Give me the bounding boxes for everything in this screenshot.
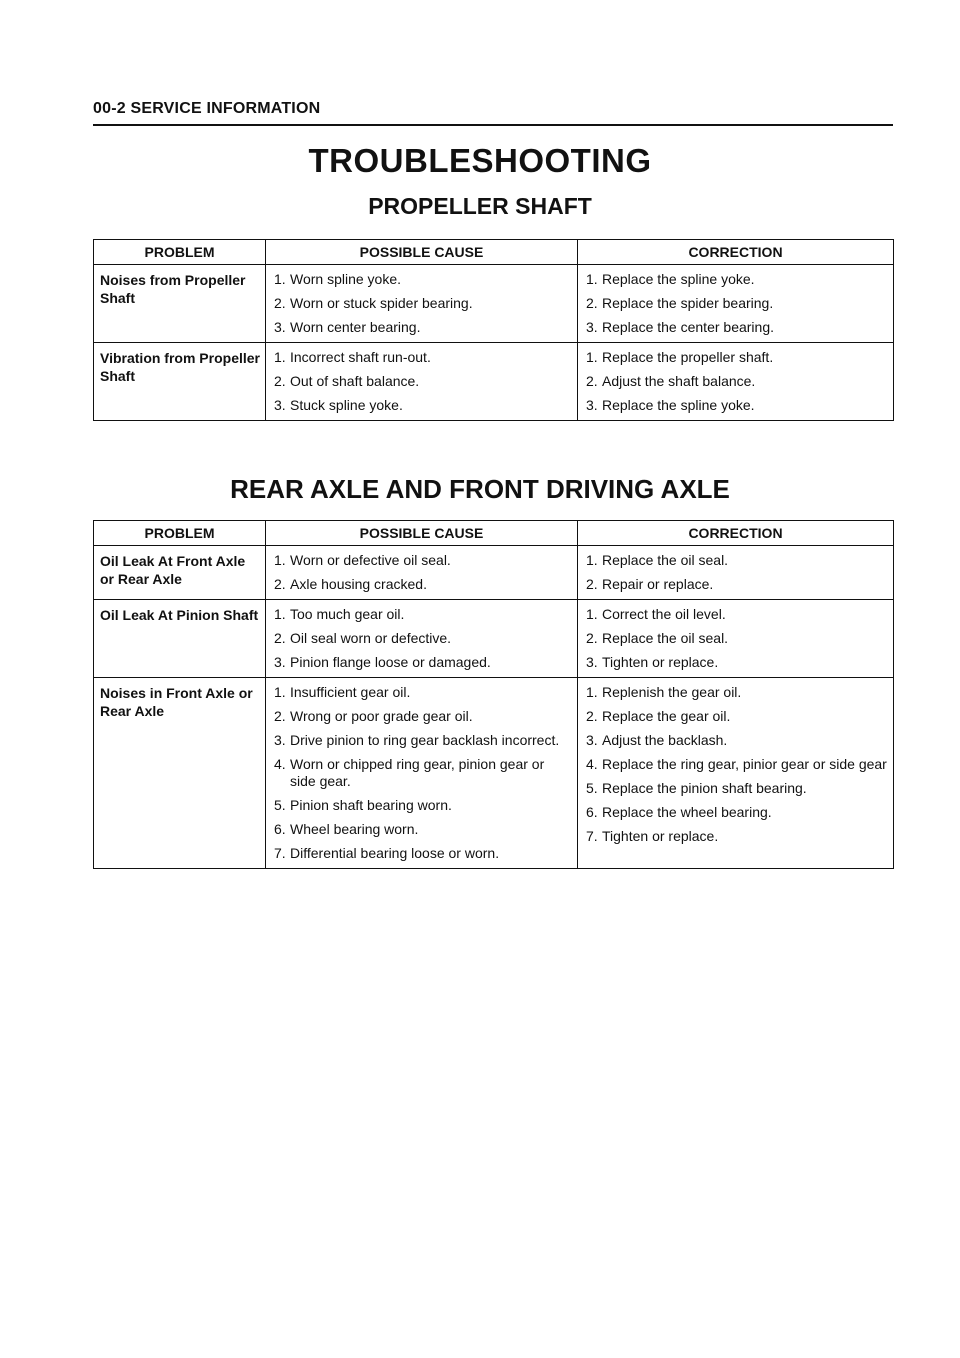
possible-cause-text: Incorrect shaft run-out. <box>290 349 431 365</box>
correction-text: Replace the gear oil. <box>602 708 731 724</box>
possible-cause-text: Worn or stuck spider bearing. <box>290 295 473 311</box>
column-header-problem: PROBLEM <box>94 521 266 546</box>
item-number: 3. <box>586 654 598 670</box>
correction-item <box>586 319 887 336</box>
possible-cause-text: Too much gear oil. <box>290 606 405 622</box>
possible-cause-item <box>274 654 571 671</box>
possible-cause-item <box>274 732 571 749</box>
problem-cell: Oil Leak At Front Axle or Rear Axle <box>94 546 266 600</box>
item-number: 3. <box>586 319 598 335</box>
correction-item <box>586 684 887 701</box>
item-number: 1. <box>274 349 286 365</box>
item-number: 2. <box>586 295 598 311</box>
correction-text: Adjust the shaft balance. <box>602 373 756 389</box>
item-number: 1. <box>586 552 598 568</box>
table-header-row <box>94 240 894 265</box>
item-number: 6. <box>274 821 286 837</box>
correction-text: Replace the oil seal. <box>602 630 729 646</box>
item-number: 1. <box>274 552 286 568</box>
possible-cause-cell <box>266 600 578 678</box>
item-number: 3. <box>274 397 286 413</box>
possible-cause-cell <box>266 678 578 869</box>
correction-item <box>586 373 887 390</box>
correction-text: Replenish the gear oil. <box>602 684 742 700</box>
possible-cause-item <box>274 821 571 838</box>
column-header-possible-cause: POSSIBLE CAUSE <box>266 521 578 546</box>
possible-cause-text: Stuck spline yoke. <box>290 397 403 413</box>
correction-text: Tighten or replace. <box>602 828 719 844</box>
problem-cell: Vibration from Propeller Shaft <box>94 343 266 421</box>
possible-cause-item <box>274 684 571 701</box>
correction-cell <box>578 343 894 421</box>
possible-cause-text: Oil seal worn or defective. <box>290 630 452 646</box>
item-number: 2. <box>274 630 286 646</box>
item-number: 3. <box>274 319 286 335</box>
possible-cause-item <box>274 295 571 312</box>
axle-table <box>93 520 894 869</box>
possible-cause-item <box>274 576 571 593</box>
problem-cell: Noises from Propeller Shaft <box>94 265 266 343</box>
item-number: 3. <box>586 397 598 413</box>
table-row <box>94 600 894 678</box>
table-row <box>94 546 894 600</box>
item-number: 1. <box>586 349 598 365</box>
possible-cause-item <box>274 606 571 623</box>
possible-cause-item <box>274 319 571 336</box>
correction-text: Repair or replace. <box>602 576 714 592</box>
item-number: 2. <box>586 373 598 389</box>
correction-text: Tighten or replace. <box>602 654 719 670</box>
item-number: 1. <box>274 606 286 622</box>
item-number: 2. <box>274 373 286 389</box>
possible-cause-item <box>274 373 571 390</box>
possible-cause-text: Differential bearing loose or worn. <box>290 845 500 861</box>
possible-cause-text: Worn or defective oil seal. <box>290 552 451 568</box>
possible-cause-item <box>274 552 571 569</box>
item-number: 1. <box>586 606 598 622</box>
column-header-possible-cause: POSSIBLE CAUSE <box>266 240 578 265</box>
correction-cell <box>578 600 894 678</box>
problem-cell: Oil Leak At Pinion Shaft <box>94 600 266 678</box>
possible-cause-text: Worn center bearing. <box>290 319 421 335</box>
item-number: 4. <box>586 756 598 772</box>
correction-item <box>586 630 887 647</box>
correction-item <box>586 654 887 671</box>
item-number: 5. <box>586 780 598 796</box>
item-number: 1. <box>586 684 598 700</box>
correction-text: Replace the spline yoke. <box>602 271 755 287</box>
page-title: TROUBLESHOOTING <box>308 142 652 179</box>
possible-cause-item <box>274 797 571 814</box>
correction-text: Replace the pinion shaft bearing. <box>602 780 807 796</box>
possible-cause-item <box>274 630 571 647</box>
correction-cell <box>578 678 894 869</box>
correction-text: Replace the spline yoke. <box>602 397 755 413</box>
table-row <box>94 343 894 421</box>
column-header-correction: CORRECTION <box>578 240 894 265</box>
correction-item <box>586 576 887 593</box>
item-number: 3. <box>586 732 598 748</box>
item-number: 3. <box>274 732 286 748</box>
possible-cause-text: Pinion flange loose or damaged. <box>290 654 491 670</box>
correction-text: Replace the ring gear, pinior gear or side gear <box>602 756 887 772</box>
correction-text: Replace the center bearing. <box>602 319 774 335</box>
correction-item <box>586 828 887 845</box>
correction-item <box>586 606 887 623</box>
possible-cause-cell <box>266 265 578 343</box>
section-title-rear-axle-front-driving-axle: REAR AXLE AND FRONT DRIVING AXLE <box>230 474 730 504</box>
correction-text: Replace the spider bearing. <box>602 295 774 311</box>
item-number: 1. <box>274 271 286 287</box>
item-number: 2. <box>586 708 598 724</box>
possible-cause-item <box>274 397 571 414</box>
item-number: 5. <box>274 797 286 813</box>
item-number: 6. <box>586 804 598 820</box>
possible-cause-text: Wrong or poor grade gear oil. <box>290 708 473 724</box>
table-header-row <box>94 521 894 546</box>
correction-item <box>586 780 887 797</box>
table-row <box>94 678 894 869</box>
possible-cause-text: Drive pinion to ring gear backlash incorrect. <box>290 732 560 748</box>
item-number: 7. <box>274 845 286 861</box>
possible-cause-item <box>274 756 571 790</box>
correction-text: Adjust the backlash. <box>602 732 728 748</box>
correction-item <box>586 552 887 569</box>
possible-cause-item <box>274 708 571 725</box>
table-row <box>94 265 894 343</box>
correction-cell <box>578 265 894 343</box>
correction-item <box>586 708 887 725</box>
item-number: 1. <box>586 271 598 287</box>
possible-cause-text: Worn spline yoke. <box>290 271 402 287</box>
correction-item <box>586 271 887 288</box>
possible-cause-cell <box>266 546 578 600</box>
possible-cause-item <box>274 845 571 862</box>
possible-cause-cell <box>266 343 578 421</box>
correction-cell <box>578 546 894 600</box>
item-number: 1. <box>274 684 286 700</box>
possible-cause-text: Pinion shaft bearing worn. <box>290 797 452 813</box>
possible-cause-text: Insufficient gear oil. <box>290 684 411 700</box>
correction-item <box>586 349 887 366</box>
propeller-shaft-table <box>93 239 894 421</box>
possible-cause-text: Wheel bearing worn. <box>290 821 419 837</box>
problem-cell: Noises in Front Axle or Rear Axle <box>94 678 266 869</box>
table-body <box>94 546 894 869</box>
correction-item <box>586 732 887 749</box>
item-number: 4. <box>274 756 286 772</box>
possible-cause-item <box>274 349 571 366</box>
table-body <box>94 265 894 421</box>
column-header-correction: CORRECTION <box>578 521 894 546</box>
correction-item <box>586 756 887 773</box>
possible-cause-item <box>274 271 571 288</box>
item-number: 7. <box>586 828 598 844</box>
item-number: 3. <box>274 654 286 670</box>
item-number: 2. <box>586 576 598 592</box>
possible-cause-text: Axle housing cracked. <box>290 576 427 592</box>
possible-cause-text: Out of shaft balance. <box>290 373 420 389</box>
correction-text: Correct the oil level. <box>602 606 726 622</box>
column-header-problem: PROBLEM <box>94 240 266 265</box>
item-number: 2. <box>274 295 286 311</box>
item-number: 2. <box>274 576 286 592</box>
possible-cause-text: Worn or chipped ring gear, pinion gear or side gear. <box>290 756 545 789</box>
correction-text: Replace the oil seal. <box>602 552 729 568</box>
correction-item <box>586 804 887 821</box>
page-header: 00-2 SERVICE INFORMATION <box>93 100 321 117</box>
item-number: 2. <box>586 630 598 646</box>
correction-item <box>586 295 887 312</box>
correction-text: Replace the wheel bearing. <box>602 804 772 820</box>
correction-item <box>586 397 887 414</box>
correction-text: Replace the propeller shaft. <box>602 349 774 365</box>
section-title-propeller-shaft: PROPELLER SHAFT <box>368 193 592 219</box>
item-number: 2. <box>274 708 286 724</box>
header-rule <box>93 124 893 126</box>
